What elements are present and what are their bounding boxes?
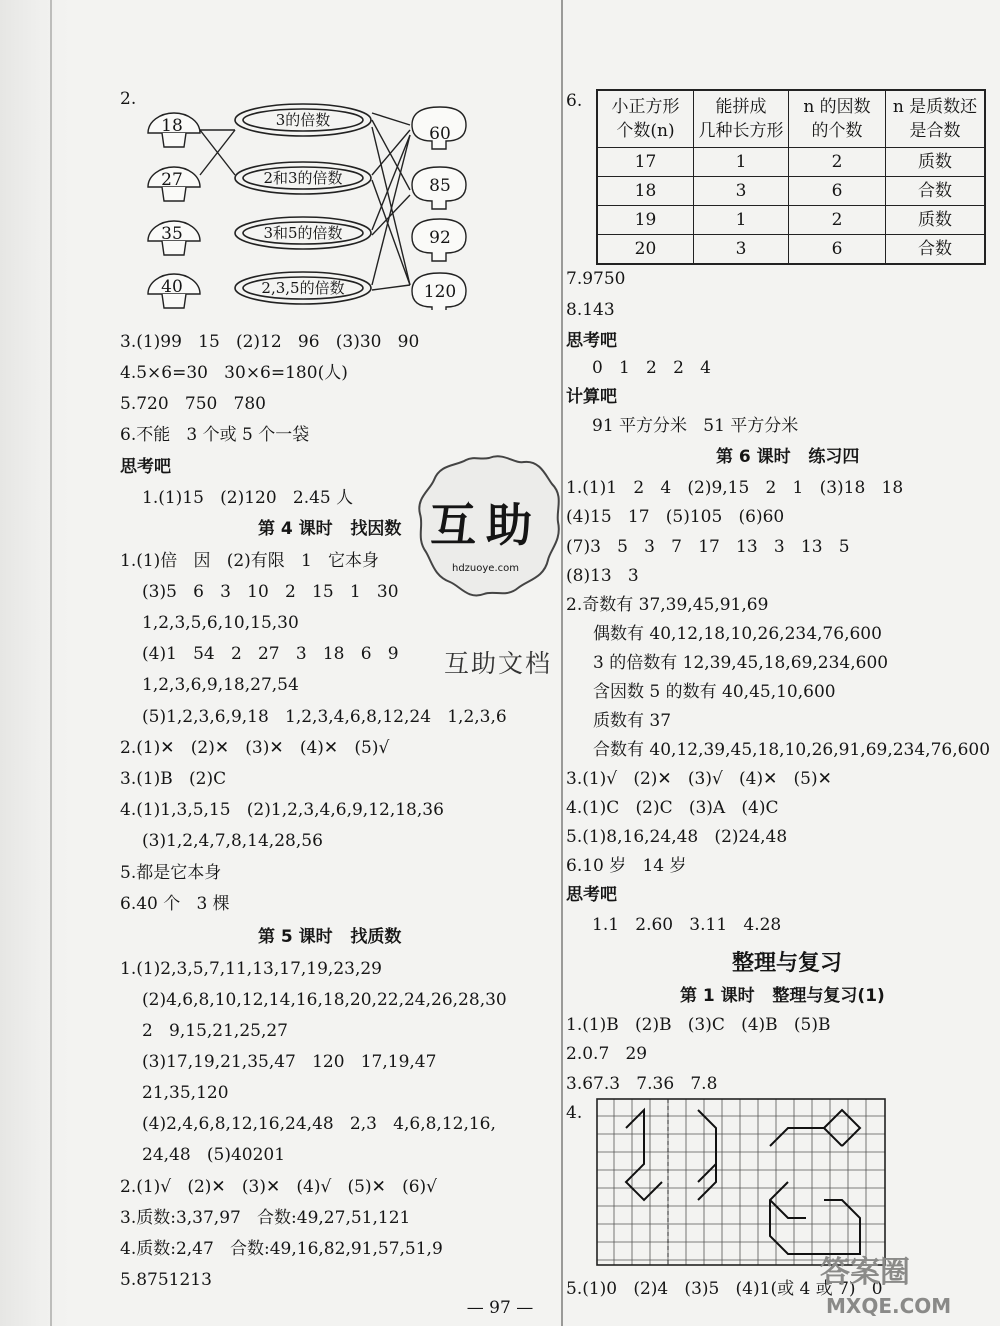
answer-line: 5.(1)8,16,24,48 (2)24,48 [566,827,788,847]
table-header-cell: n 是质数还 是合数 [886,90,986,148]
question-number: 6. [566,91,583,111]
table-row: 17 1 2 质数 [597,148,985,177]
answer-line: 4. [566,1103,583,1123]
answer-line: 计算吧 [566,387,617,407]
answer-line: (3)5 6 3 10 2 15 1 30 [142,582,399,602]
answer-line: 3.(1)√ (2)✕ (3)√ (4)✕ (5)✕ [566,769,832,789]
table-row: 18 3 6 合数 [597,177,985,206]
answer-line: 1.(1)1 2 4 (2)9,15 2 1 (3)18 18 [566,478,904,498]
page-number: — 97 — [466,1298,534,1318]
answer-line: (4)2,4,6,8,12,16,24,48 2,3 4,6,8,12,16, [142,1114,496,1134]
answer-line: (3)17,19,21,35,47 120 17,19,47 [142,1052,437,1072]
watermark-main: 互助 [430,498,542,552]
answer-line: 思考吧 [566,331,617,351]
answer-line: 1.1 2.60 3.11 4.28 [592,915,782,935]
basket-label: 2和3的倍数 [263,169,343,187]
answer-line: 合数有 40,12,39,45,18,10,26,91,69,234,76,600 [593,740,991,760]
answer-line: 7.9750 [566,269,626,289]
cloud-label: 120 [423,282,457,302]
answer-line: 第 5 课时 找质数 [258,927,402,947]
answer-line: 24,48 (5)40201 [142,1145,286,1165]
answer-line: 91 平方分米 51 平方分米 [592,416,799,436]
cloud-label: 92 [429,228,451,248]
answer-line: 第 4 课时 找因数 [258,519,402,539]
answer-line: 21,35,120 [142,1083,229,1103]
answer-line: 3.(1)99 15 (2)12 96 (3)30 90 [120,332,420,352]
answer-line: 6.40 个 3 棵 [120,894,230,914]
answer-line: 1.(1)15 (2)120 2.45 人 [142,488,354,508]
answer-line: 2.(1)√ (2)✕ (3)✕ (4)√ (5)✕ (6)√ [120,1177,437,1197]
mushroom-label: 27 [161,170,183,190]
answer-line: 8.143 [566,300,615,320]
answer-line: 4.(1)1,3,5,15 (2)1,2,3,4,6,9,12,18,36 [120,800,444,820]
basket-label: 3的倍数 [275,111,331,129]
answer-line: 第 6 课时 练习四 [716,447,860,467]
answer-line: 3.67.3 7.36 7.8 [566,1074,718,1094]
answer-line: (8)13 3 [566,566,639,586]
answer-line: (7)3 5 3 7 17 13 3 13 5 [566,537,850,557]
answer-line: 5.都是它本身 [120,863,222,883]
answer-line: 3.(1)B (2)C [120,769,227,789]
answer-line: 6.不能 3 个或 5 个一袋 [120,425,310,445]
table-header-row [597,90,985,148]
answer-line: (3)1,2,4,7,8,14,28,56 [142,831,323,851]
answer-line: (2)4,6,8,10,12,14,16,18,20,22,24,26,28,30 [142,990,507,1010]
mushroom-label: 18 [161,116,183,136]
table-row: 20 3 6 合数 [597,235,985,265]
answer-line: 2. [120,89,137,109]
mushroom-label: 40 [161,277,183,297]
answer-line: 5.8751213 [120,1270,212,1290]
answer-line: 3 的倍数有 12,39,45,18,69,234,600 [593,653,889,673]
answer-line: 1.(1)B (2)B (3)C (4)B (5)B [566,1015,831,1035]
table-header-cell: 小正方形 个数(n) [597,90,694,148]
corner-watermark-top: 答案圈 [820,1255,910,1290]
answer-line: 1.(1)倍 因 (2)有限 1 它本身 [120,551,380,571]
factor-table [596,89,986,265]
cloud-label: 60 [429,124,451,144]
mushroom-label: 35 [161,224,183,244]
answer-line: 0 1 2 2 4 [592,358,711,378]
answer-line: (5)1,2,3,6,9,18 1,2,3,4,6,8,12,24 1,2,3,6 [142,707,507,727]
answer-line: 偶数有 40,12,18,10,26,234,76,600 [593,624,882,644]
basket-label: 3和5的倍数 [263,224,343,242]
column-divider [561,0,563,1326]
answer-line: 1,2,3,6,9,18,27,54 [142,675,299,695]
table-row: 19 1 2 质数 [597,206,985,235]
watermark-sub: hdzuoye.com [452,563,519,574]
table-header-cell: n 的因数 的个数 [789,90,886,148]
corner-watermark-bottom: MXQE.COM [826,1294,952,1318]
answer-line: 6.10 岁 14 岁 [566,856,687,876]
answer-line: 2.奇数有 37,39,45,91,69 [566,595,769,615]
watermark-doc: 互助文档 [444,649,553,678]
book-spine [0,0,70,1326]
table-header-cell: 能拼成 几种长方形 [694,90,789,148]
section-title: 整理与复习 [732,951,843,976]
answer-line: 4.质数:2,47 合数:49,16,82,91,57,51,9 [120,1239,443,1259]
spine-line [50,0,52,1326]
grid-drawing [596,1098,888,1268]
cloud-label: 85 [429,176,451,196]
answer-line: 5.720 750 780 [120,394,266,414]
answer-line: 5.(1)0 (2)4 (3)5 (4)1(或 4 或 7) 0 [566,1279,883,1299]
answer-line: 3.质数:3,37,97 合数:49,27,51,121 [120,1208,411,1228]
answer-line: (4)1 54 2 27 3 18 6 9 [142,644,399,664]
answer-line: 含因数 5 的数有 40,45,10,600 [593,682,836,702]
answer-line: 4.5×6=30 30×6=180(人) [120,363,348,383]
answer-line: 质数有 37 [593,711,672,731]
basket-label: 2,3,5的倍数 [261,279,345,297]
answer-line: 2.(1)✕ (2)✕ (3)✕ (4)✕ (5)√ [120,738,390,758]
answer-line: 第 1 课时 整理与复习(1) [680,986,885,1006]
answer-line: 2.0.7 29 [566,1044,648,1064]
answer-line: 2 9,15,21,25,27 [142,1021,288,1041]
answer-line: (4)15 17 (5)105 (6)60 [566,507,785,527]
answer-line: 思考吧 [566,885,617,905]
answer-line: 1.(1)2,3,5,7,11,13,17,19,23,29 [120,959,382,979]
answer-line: 1,2,3,5,6,10,15,30 [142,613,299,633]
answer-line: 思考吧 [120,457,171,477]
answer-line: 4.(1)C (2)C (3)A (4)C [566,798,779,818]
